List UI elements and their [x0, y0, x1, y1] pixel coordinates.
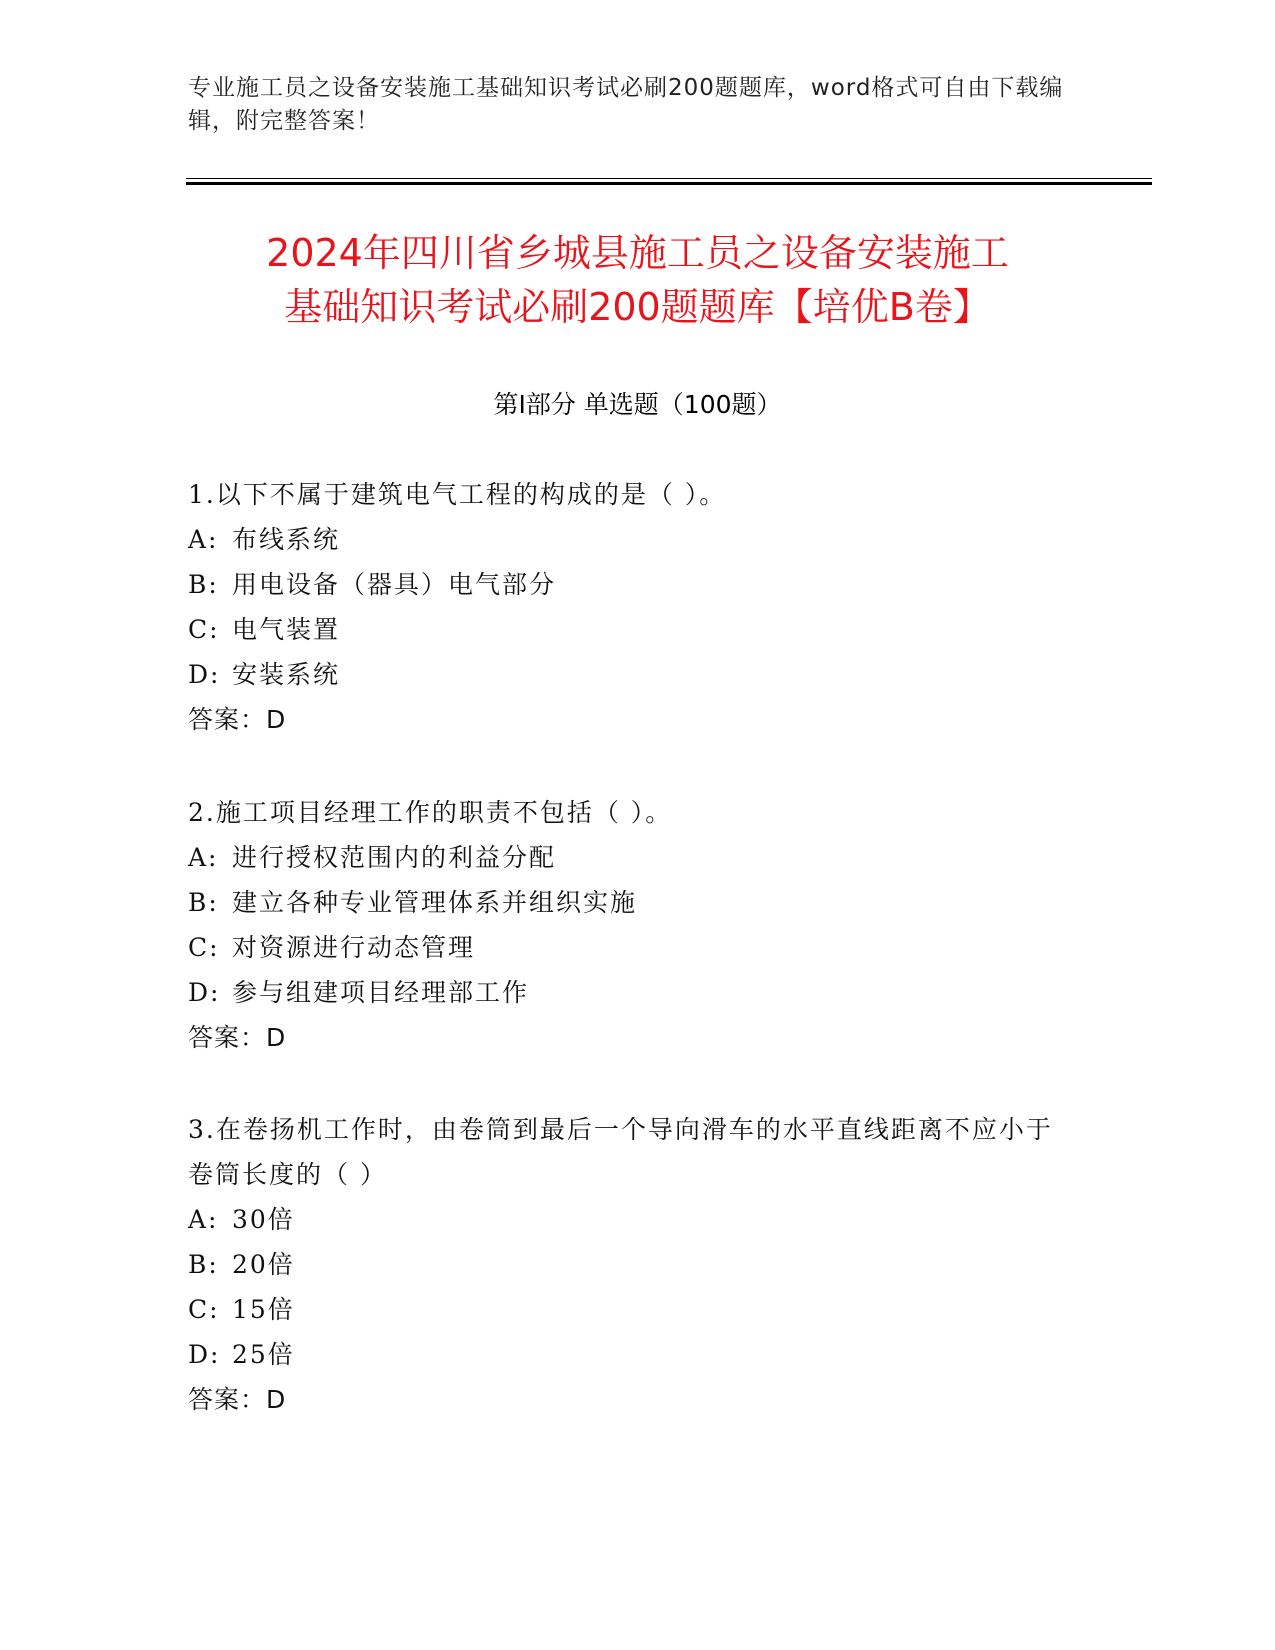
option-c: [188, 925, 1068, 970]
option-text: 参与组建项目经理部工作: [232, 978, 530, 1007]
question-1: [188, 472, 1068, 742]
question-stem: 2.施工项目经理工作的职责不包括（ ）。: [188, 798, 673, 827]
option-key: C:: [188, 615, 220, 644]
option-d: [188, 1332, 1068, 1377]
option-text: 30倍: [232, 1205, 295, 1234]
header-note: 专业施工员之设备安装施工基础知识考试必刷200题题库，word格式可自由下载编辑，附完整答案！: [188, 75, 1064, 134]
header-divider-thick: [186, 182, 1152, 185]
option-text: 布线系统: [232, 525, 341, 554]
question-stem: 1.以下不属于建筑电气工程的构成的是（ ）。: [188, 480, 727, 509]
answer-line: [188, 697, 1068, 742]
option-b: [188, 562, 1068, 607]
option-a: [188, 1197, 1068, 1242]
option-key: D:: [188, 978, 221, 1007]
title-line-1: 2024年四川省乡城县施工员之设备安装施工: [266, 231, 1009, 275]
option-b: [188, 880, 1068, 925]
question-2: [188, 790, 1068, 1060]
option-c: [188, 1287, 1068, 1332]
title-line-2: 基础知识考试必刷200题题库【培优B卷】: [284, 285, 991, 329]
document-title: [150, 226, 1125, 334]
option-b: [188, 1242, 1068, 1287]
option-text: 电气装置: [232, 615, 341, 644]
option-d: [188, 652, 1068, 697]
answer-value: D: [266, 1385, 287, 1414]
answer-value: D: [266, 705, 287, 734]
option-key: C:: [188, 933, 220, 962]
option-text: 建立各种专业管理体系并组织实施: [232, 888, 638, 917]
option-text: 用电设备（器具）电气部分: [232, 570, 557, 599]
question-stem: 3.在卷扬机工作时，由卷筒到最后一个导向滑车的水平直线距离不应小于卷筒长度的（ ）: [188, 1115, 1053, 1189]
option-d: [188, 970, 1068, 1015]
option-text: 15倍: [232, 1295, 295, 1324]
answer-label: 答案：: [188, 1385, 267, 1414]
option-c: [188, 607, 1068, 652]
option-key: D:: [188, 1340, 221, 1369]
option-key: C:: [188, 1295, 220, 1324]
option-key: B:: [188, 1250, 219, 1279]
question-3: [188, 1107, 1068, 1422]
option-key: A:: [188, 843, 219, 872]
header-divider-thin: [186, 178, 1152, 179]
answer-line: [188, 1377, 1068, 1422]
option-key: A:: [188, 525, 219, 554]
option-text: 25倍: [232, 1340, 295, 1369]
option-a: [188, 517, 1068, 562]
answer-label: 答案：: [188, 1023, 267, 1052]
option-a: [188, 835, 1068, 880]
option-key: B:: [188, 888, 219, 917]
section-title: 第Ⅰ部分 单选题（100题）: [493, 390, 782, 419]
answer-label: 答案：: [188, 705, 267, 734]
option-key: D:: [188, 660, 221, 689]
option-key: A:: [188, 1205, 219, 1234]
answer-value: D: [266, 1023, 287, 1052]
option-text: 安装系统: [232, 660, 341, 689]
answer-line: [188, 1015, 1068, 1060]
option-key: B:: [188, 570, 219, 599]
option-text: 20倍: [232, 1250, 295, 1279]
option-text: 对资源进行动态管理: [232, 933, 476, 962]
option-text: 进行授权范围内的利益分配: [232, 843, 557, 872]
